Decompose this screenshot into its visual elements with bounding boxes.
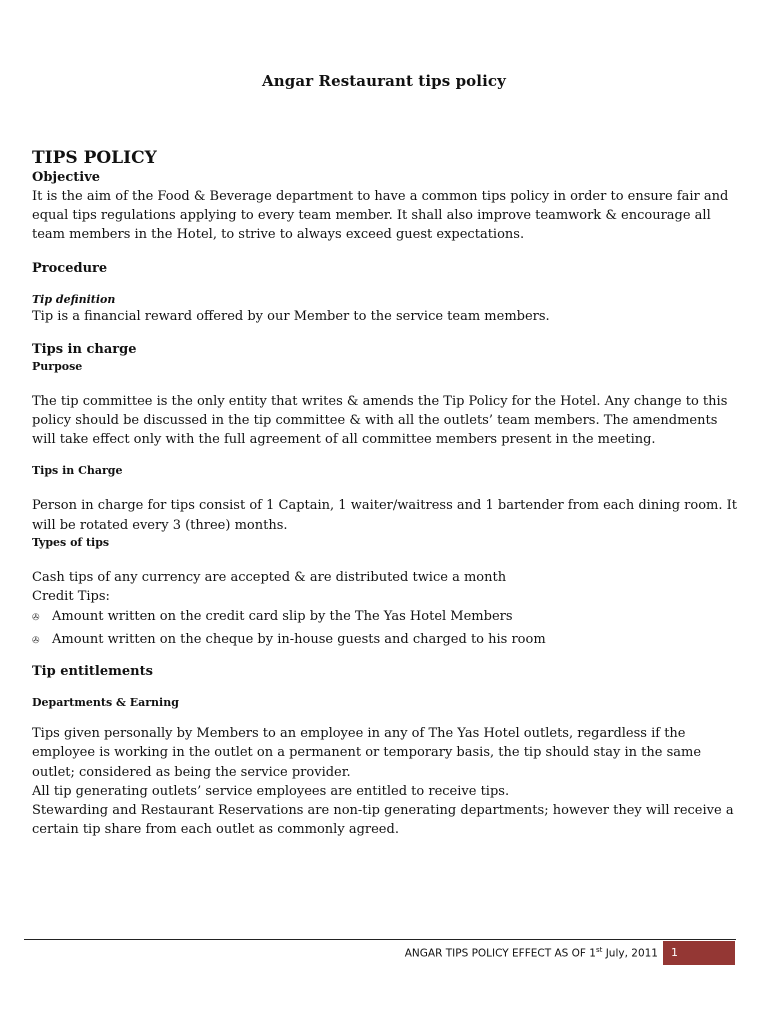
tips-in-charge-heading: Tips in charge	[32, 341, 137, 357]
page-number: 1	[663, 941, 735, 965]
objective-heading: Objective	[32, 170, 101, 185]
footer-text: ANGAR TIPS POLICY EFFECT AS OF 1st July, 2011	[404, 946, 658, 960]
tip-definition-heading: Tip definition	[32, 292, 116, 306]
tips-in-charge-text: Person in charge for tips consist of 1 Captain, 1 waiter/waitress and 1 bartender from each dining room. It will be rotated every 3 (three) months.	[32, 498, 738, 533]
departments-text: Stewarding and Restaurant Reservations are non-tip generating departments; however they will receive a certain tip share from each outlet as commonly agreed.	[32, 803, 734, 838]
stylized-bullet-icon: ✇	[32, 636, 40, 647]
tip-definition-text: Tip is a financial reward offered by our Member to the service team members.	[32, 308, 550, 324]
tip-entitlements-heading: Tip entitlements	[32, 664, 153, 680]
footer-divider	[24, 939, 736, 940]
cash-tips-text: Cash tips of any currency are accepted & are distributed twice a month	[32, 569, 507, 585]
departments-text: All tip generating outlets’ service employees are entitled to receive tips.	[32, 783, 510, 799]
procedure-heading: Procedure	[32, 260, 108, 276]
document-title: Angar Restaurant tips policy	[262, 72, 506, 90]
types-of-tips-heading: Types of tips	[32, 535, 110, 549]
purpose-heading: Purpose	[32, 359, 83, 373]
credit-tips-label: Credit Tips:	[32, 589, 110, 605]
list-item	[32, 629, 744, 652]
tips-in-charge-sub-heading: Tips in Charge	[32, 464, 123, 478]
list-item-text: Amount written on the cheque by in-house guests and charged to his room	[52, 632, 546, 648]
document-body	[32, 148, 744, 839]
departments-heading: Departments & Earning	[32, 696, 179, 710]
purpose-text: The tip committee is the only entity that writes & amends the Tip Policy for the Hotel. Any change to this policy should be discussed in the tip committee & with all the outlets’ team members. The amendments will take effect only with the full agreement of all committee members present in the meeting.	[32, 393, 728, 448]
main-heading: TIPS POLICY	[32, 148, 157, 168]
stylized-bullet-icon: ✇	[32, 613, 40, 624]
departments-text: Tips given personally by Members to an employee in any of The Yas Hotel outlets, regardless if the employee is working in the outlet on a permanent or temporary basis, the tip should stay in the same outlet; considered as being the service provider.	[32, 726, 702, 780]
objective-text: It is the aim of the Food & Beverage department to have a common tips policy in order to ensure fair and equal tips regulations applying to every team member. It shall also improve teamwork & encourage all team members in the Hotel, to strive to always exceed guest expectations.	[32, 189, 729, 243]
list-item	[32, 606, 744, 629]
list-item-text: Amount written on the credit card slip by the The Yas Hotel Members	[52, 609, 513, 625]
